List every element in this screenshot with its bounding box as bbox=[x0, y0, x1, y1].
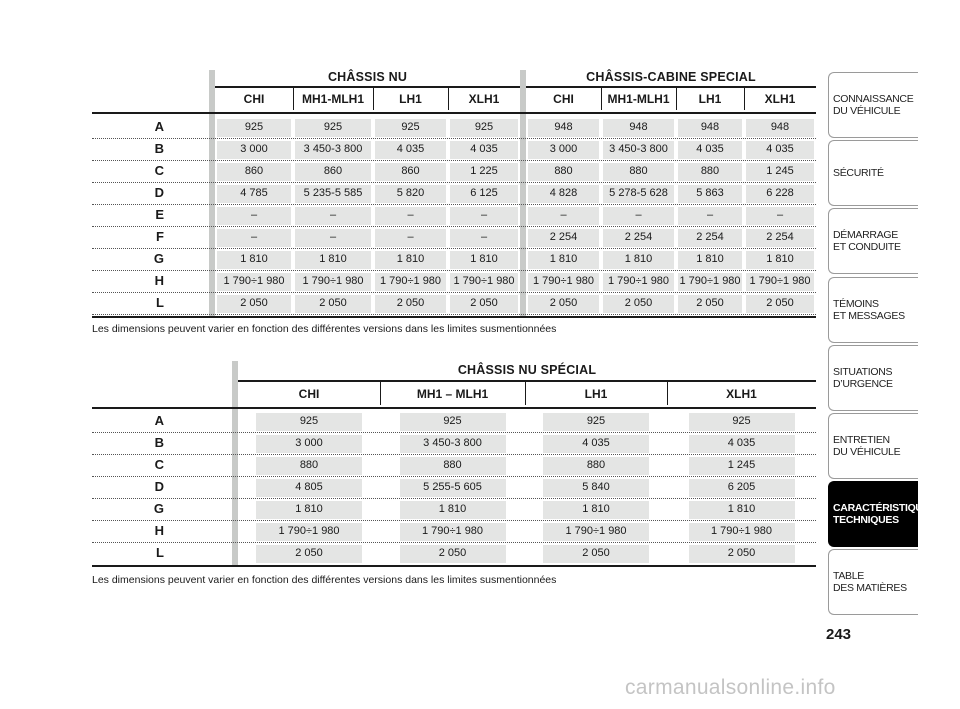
header-rule bbox=[92, 112, 816, 114]
row-divider bbox=[92, 138, 816, 139]
table-cell: 925 bbox=[401, 121, 420, 133]
table-cell: 3 000 bbox=[295, 437, 323, 449]
sidebar-tab-label: ENTRETIEN DU VÉHICULE bbox=[833, 434, 901, 458]
column-separator bbox=[525, 382, 526, 405]
column-separator bbox=[293, 88, 294, 110]
table-note: Les dimensions peuvent varier en fonction des différentes versions dans les limites susmentionnées bbox=[92, 574, 557, 586]
table-cell: 2 050 bbox=[470, 297, 498, 309]
row-label: F bbox=[156, 229, 164, 244]
table-cell: – bbox=[407, 209, 414, 221]
table-cell: 1 790÷1 980 bbox=[532, 275, 595, 287]
column-header: LH1 bbox=[584, 387, 608, 401]
sidebar-tab[interactable] bbox=[828, 208, 918, 274]
column-header: XLH1 bbox=[468, 92, 500, 106]
table-cell: 4 035 bbox=[696, 143, 724, 155]
row-divider bbox=[92, 270, 816, 271]
row-label: H bbox=[154, 523, 164, 538]
table-cell: 2 254 bbox=[766, 231, 794, 243]
table-cell: 4 035 bbox=[470, 143, 498, 155]
table-cell: 925 bbox=[244, 121, 264, 133]
row-divider bbox=[92, 498, 816, 499]
column-separator bbox=[380, 382, 381, 405]
column-header: CHI bbox=[553, 92, 574, 106]
group-rule bbox=[215, 86, 520, 88]
table-cell: 860 bbox=[401, 165, 420, 177]
table-cell: 4 828 bbox=[549, 187, 578, 199]
table-cell: 1 790÷1 980 bbox=[679, 275, 741, 287]
row-label: A bbox=[154, 413, 164, 428]
sidebar-tab[interactable] bbox=[828, 140, 918, 206]
row-label: B bbox=[154, 435, 164, 450]
table-cell: 880 bbox=[700, 165, 720, 177]
row-divider bbox=[92, 204, 816, 205]
table-cell: 4 785 bbox=[240, 187, 268, 199]
table-cell: 5 255-5 605 bbox=[423, 481, 482, 493]
table-cell: 1 810 bbox=[766, 253, 794, 265]
table-cell: 5 235-5 585 bbox=[303, 187, 363, 199]
row-divider bbox=[92, 476, 816, 477]
table-cell: 948 bbox=[629, 121, 648, 133]
table-cell: 6 228 bbox=[766, 187, 794, 199]
table-cell: – bbox=[480, 209, 488, 221]
table-cell: 2 050 bbox=[727, 547, 756, 559]
table-cell: 2 050 bbox=[396, 297, 425, 309]
column-header: LH1 bbox=[698, 92, 722, 106]
row-divider bbox=[92, 432, 816, 433]
row-divider bbox=[92, 292, 816, 293]
sidebar-tab-label: TABLE DES MATIÈRES bbox=[833, 570, 907, 594]
table-cell: 1 810 bbox=[727, 503, 756, 515]
table-cell: 1 790÷1 980 bbox=[710, 525, 773, 537]
sidebar-tab[interactable] bbox=[828, 549, 918, 615]
table-cell: 2 050 bbox=[319, 297, 347, 309]
table-cell: 2 050 bbox=[438, 547, 467, 559]
row-label: D bbox=[154, 479, 164, 494]
sidebar-tab[interactable] bbox=[828, 345, 918, 411]
column-header: XLH1 bbox=[764, 92, 796, 106]
table-cell: – bbox=[250, 209, 258, 221]
watermark: carmanualsonline.info bbox=[625, 676, 836, 699]
table-cell: 925 bbox=[299, 415, 319, 427]
table-cell: 2 254 bbox=[624, 231, 653, 243]
table-cell: – bbox=[407, 231, 414, 243]
table-cell: 1 790÷1 980 bbox=[278, 525, 340, 537]
table-note: Les dimensions peuvent varier en fonction des différentes versions dans les limites susmentionnées bbox=[92, 323, 557, 335]
table-cell: 4 035 bbox=[582, 437, 610, 449]
table-cell: 1 810 bbox=[295, 503, 323, 515]
table-cell: 1 790÷1 980 bbox=[749, 275, 811, 287]
row-label: B bbox=[154, 141, 164, 156]
column-separator bbox=[448, 88, 449, 110]
table-cell: 1 810 bbox=[470, 253, 498, 265]
bottom-rule bbox=[92, 565, 816, 567]
column-header: MH1 – MLH1 bbox=[416, 387, 489, 401]
row-divider bbox=[92, 542, 816, 543]
table-cell: 1 810 bbox=[696, 253, 724, 265]
column-header: CHI bbox=[243, 92, 265, 106]
row-label: A bbox=[154, 119, 164, 134]
group-rule bbox=[238, 380, 816, 382]
table-cell: 2 254 bbox=[696, 231, 724, 243]
table-cell: 4 805 bbox=[295, 481, 323, 493]
table-cell: – bbox=[706, 209, 714, 221]
row-divider bbox=[92, 314, 816, 315]
table-cell: 2 050 bbox=[582, 547, 610, 559]
sidebar-tab-label: CARACTÉRISTIQUES TECHNIQUES bbox=[833, 502, 937, 526]
table-cell: 2 050 bbox=[624, 297, 653, 309]
row-label: G bbox=[153, 501, 164, 516]
table-cell: 5 278-5 628 bbox=[609, 187, 668, 199]
sidebar-tab-label: SÉCURITÉ bbox=[833, 167, 884, 179]
table-cell: 880 bbox=[586, 459, 606, 471]
table-cell: 2 050 bbox=[696, 297, 724, 309]
table-cell: – bbox=[635, 209, 642, 221]
sidebar-tab-label: CONNAISSANCE DU VÉHICULE bbox=[833, 93, 914, 117]
table-cell: 1 245 bbox=[727, 459, 756, 471]
table-cell: 1 245 bbox=[766, 165, 794, 177]
row-label: C bbox=[154, 457, 164, 472]
row-label: L bbox=[156, 545, 164, 560]
table-cell: 1 790÷1 980 bbox=[421, 525, 484, 537]
table-cell: 925 bbox=[323, 121, 343, 133]
row-divider bbox=[92, 226, 816, 227]
table-cell: 1 790÷1 980 bbox=[302, 275, 364, 287]
table-cell: 1 810 bbox=[624, 253, 653, 265]
column-separator bbox=[676, 88, 677, 110]
table-cell: 948 bbox=[554, 121, 573, 133]
table-cell: 1 790÷1 980 bbox=[565, 525, 627, 537]
column-header: XLH1 bbox=[726, 387, 757, 401]
table-cell: 1 790÷1 980 bbox=[607, 275, 670, 287]
column-header: MH1-MLH1 bbox=[607, 92, 670, 106]
table-cell: 925 bbox=[732, 415, 751, 427]
row-label: L bbox=[156, 295, 164, 310]
table-cell: – bbox=[560, 209, 567, 221]
table-cell: 2 050 bbox=[549, 297, 578, 309]
row-label: C bbox=[154, 163, 164, 178]
row-divider bbox=[92, 182, 816, 183]
table-cell: 3 000 bbox=[549, 143, 578, 155]
table-cell: 6 125 bbox=[470, 187, 498, 199]
group-rule bbox=[526, 86, 816, 88]
table-cell: – bbox=[776, 209, 784, 221]
table-cell: 5 840 bbox=[582, 481, 610, 493]
table-cell: 2 050 bbox=[240, 297, 268, 309]
sidebar-tab[interactable] bbox=[828, 481, 937, 547]
group-title-chassis-nu: CHÂSSIS NU bbox=[327, 70, 408, 84]
column-header: LH1 bbox=[399, 92, 422, 106]
sidebar-tab[interactable] bbox=[828, 413, 918, 479]
table-cell: 2 050 bbox=[295, 547, 323, 559]
table-cell: 1 810 bbox=[396, 253, 425, 265]
table-cell: 860 bbox=[244, 165, 264, 177]
table-cell: 1 810 bbox=[438, 503, 467, 515]
group-title-chassis-nu-special: CHÂSSIS NU SPÉCIAL bbox=[457, 363, 597, 377]
column-header: MH1-MLH1 bbox=[302, 92, 364, 106]
table-cell: – bbox=[480, 231, 488, 243]
sidebar-tab-label: SITUATIONS D’URGENCE bbox=[833, 366, 893, 390]
table-cell: – bbox=[250, 231, 258, 243]
row-label: E bbox=[155, 207, 164, 222]
table-cell: 5 820 bbox=[396, 187, 425, 199]
sidebar-tab-label: TÉMOINS ET MESSAGES bbox=[833, 298, 905, 322]
table-cell: 4 035 bbox=[766, 143, 794, 155]
table-cell: 1 225 bbox=[470, 165, 498, 177]
table-cell: 948 bbox=[700, 121, 720, 133]
page-number: 243 bbox=[826, 626, 852, 643]
table-cell: 880 bbox=[629, 165, 648, 177]
table-cell: 925 bbox=[443, 415, 462, 427]
table-cell: 6 205 bbox=[727, 481, 756, 493]
row-divider bbox=[92, 520, 816, 521]
row-divider bbox=[92, 454, 816, 455]
table-cell: 1 810 bbox=[582, 503, 610, 515]
row-divider bbox=[92, 160, 816, 161]
table-cell: 3 000 bbox=[240, 143, 268, 155]
table-cell: – bbox=[329, 209, 337, 221]
table-cell: 948 bbox=[770, 121, 790, 133]
column-separator bbox=[373, 88, 374, 110]
column-header: CHI bbox=[298, 387, 320, 401]
bottom-rule bbox=[92, 316, 816, 318]
row-label: G bbox=[153, 251, 164, 266]
table-cell: 3 450-3 800 bbox=[303, 143, 363, 155]
table-cell: 1 790÷1 980 bbox=[223, 275, 285, 287]
table-cell: 1 790÷1 980 bbox=[379, 275, 442, 287]
group-title-chassis-cabine: CHÂSSIS-CABINE SPECIAL bbox=[586, 70, 756, 84]
sidebar-tab[interactable] bbox=[828, 72, 918, 138]
table-cell: 925 bbox=[586, 415, 606, 427]
table-cell: 880 bbox=[554, 165, 573, 177]
table-cell: 1 810 bbox=[549, 253, 578, 265]
row-label: D bbox=[154, 185, 164, 200]
table-cell: – bbox=[329, 231, 337, 243]
sidebar-tab[interactable] bbox=[828, 277, 918, 343]
table-cell: 925 bbox=[474, 121, 494, 133]
table-cell: 5 863 bbox=[696, 187, 724, 199]
table-cell: 1 810 bbox=[240, 253, 268, 265]
row-label: H bbox=[154, 273, 164, 288]
table-cell: 3 450-3 800 bbox=[609, 143, 668, 155]
row-divider bbox=[92, 248, 816, 249]
header-rule bbox=[92, 407, 816, 409]
table-cell: 1 790÷1 980 bbox=[453, 275, 515, 287]
column-separator bbox=[667, 382, 668, 405]
table-cell: 2 254 bbox=[549, 231, 578, 243]
column-separator bbox=[601, 88, 602, 110]
table-cell: 860 bbox=[323, 165, 343, 177]
table-cell: 3 450-3 800 bbox=[423, 437, 482, 449]
table-cell: 880 bbox=[299, 459, 319, 471]
column-separator bbox=[744, 88, 745, 110]
sidebar-tab-label: DÉMARRAGE ET CONDUITE bbox=[833, 229, 901, 253]
table-cell: 880 bbox=[443, 459, 462, 471]
table-cell: 1 810 bbox=[319, 253, 347, 265]
table-cell: 2 050 bbox=[766, 297, 794, 309]
table-cell: 4 035 bbox=[396, 143, 425, 155]
table-cell: 4 035 bbox=[727, 437, 756, 449]
